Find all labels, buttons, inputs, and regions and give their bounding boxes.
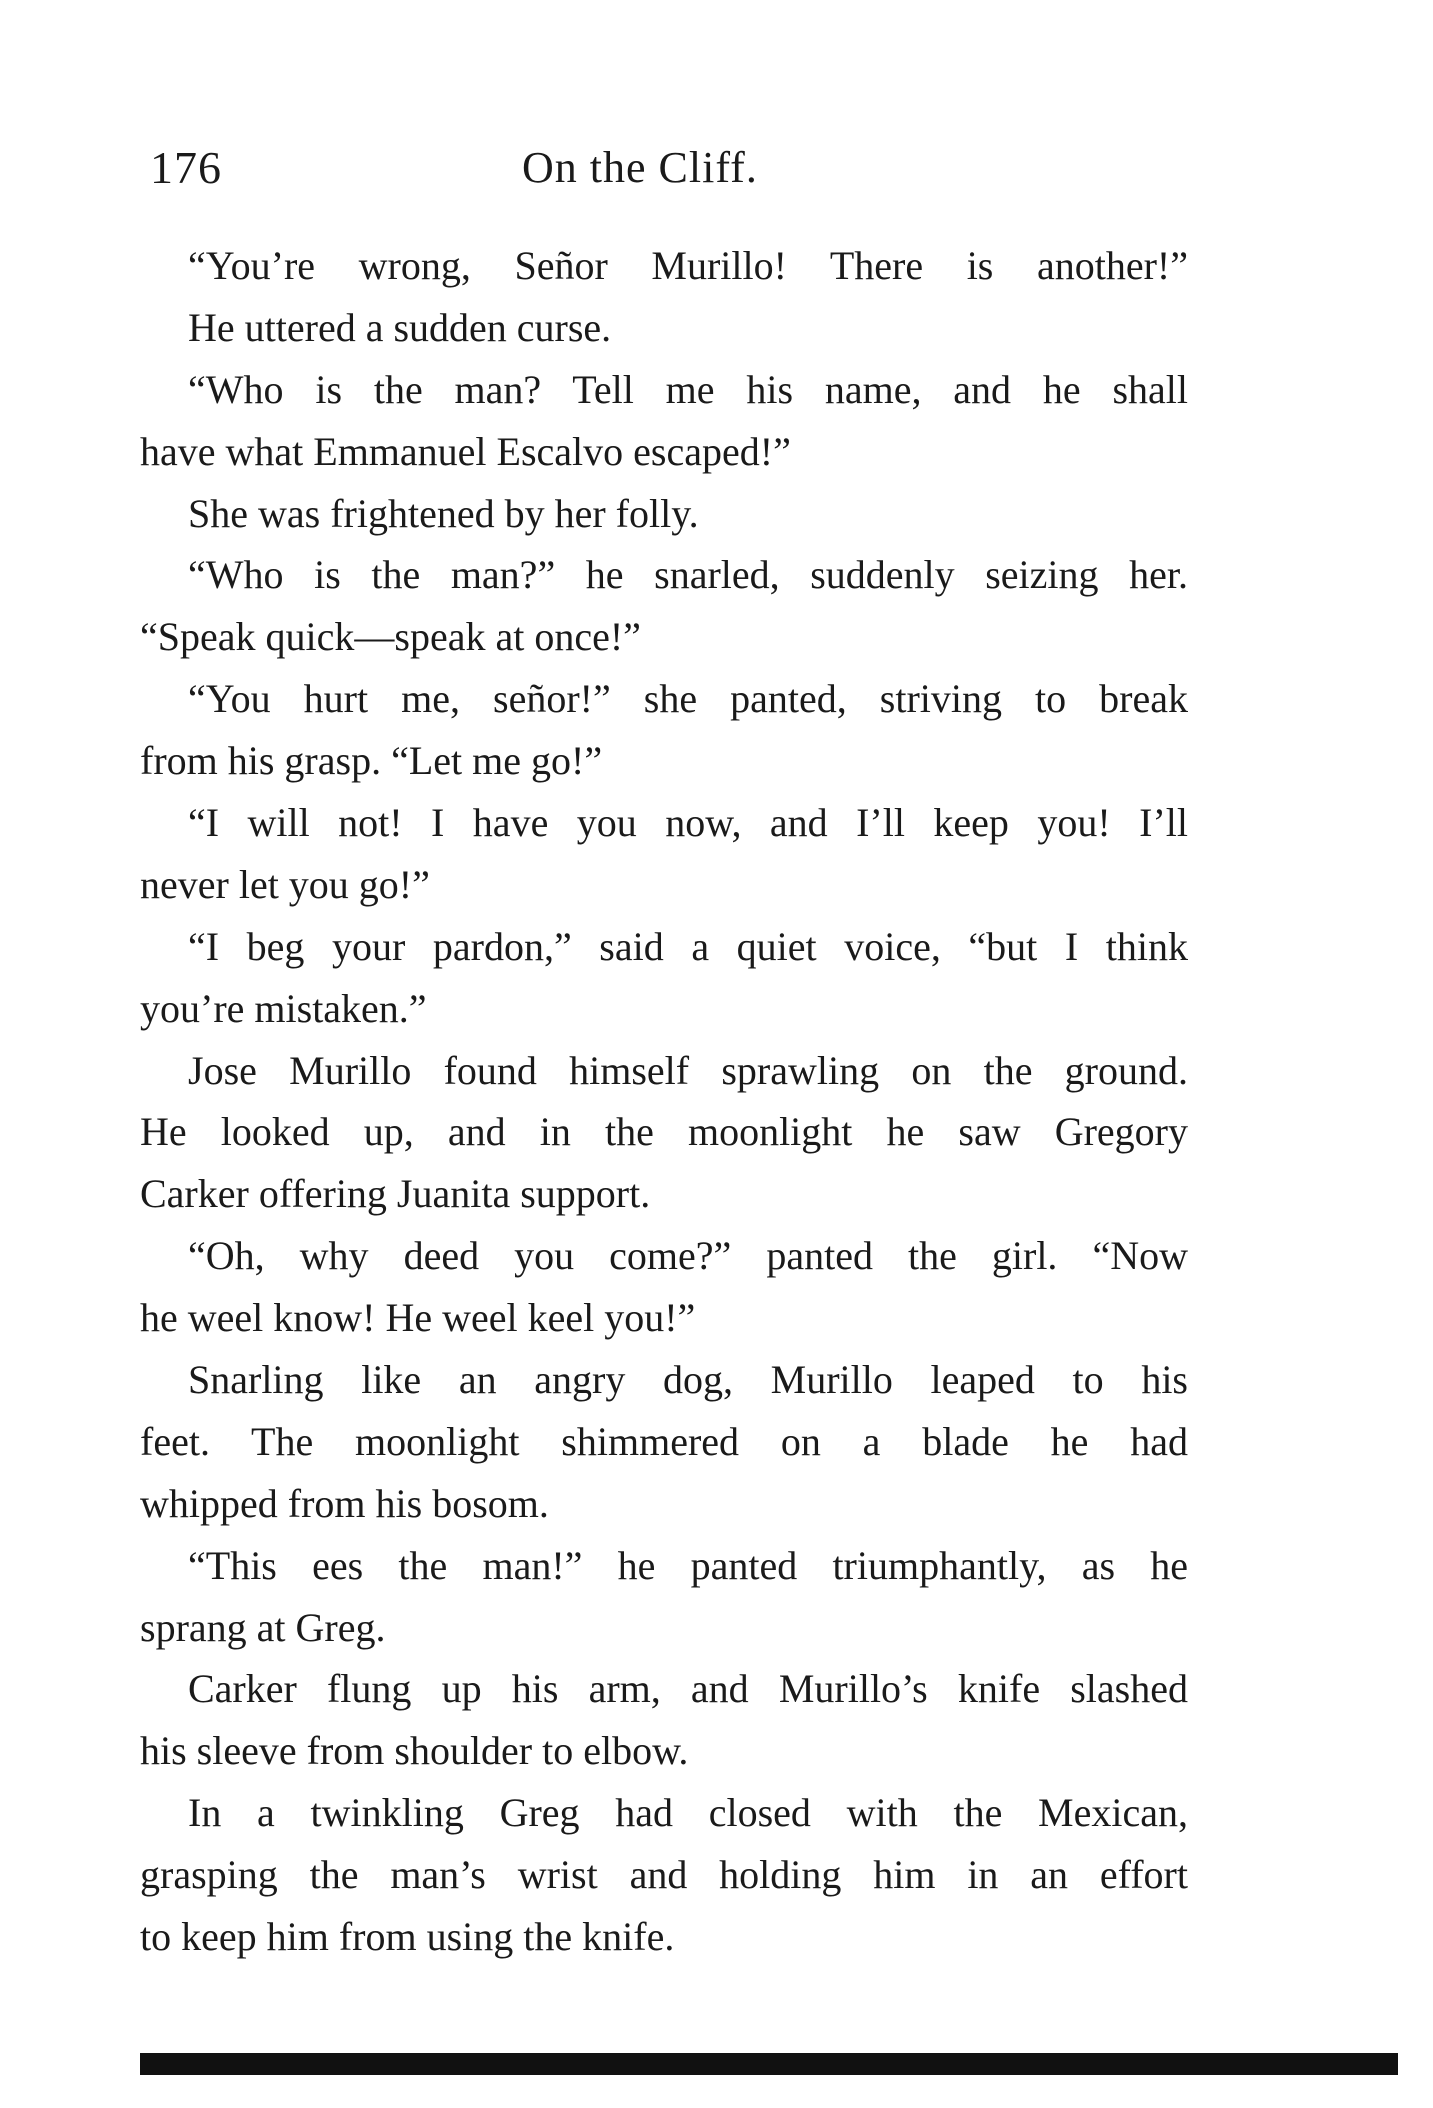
text-line: “Who is the man? Tell me his name, and he shall bbox=[188, 366, 1188, 412]
text-line: “Oh, why deed you come?” panted the girl. “Now bbox=[188, 1233, 1188, 1279]
bottom-rule bbox=[140, 2053, 1398, 2075]
running-title: On the Cliff. bbox=[522, 143, 758, 192]
text-line: his sleeve from shoulder to elbow. bbox=[140, 1728, 689, 1774]
page-number: 176 bbox=[150, 142, 222, 193]
text-line: “You hurt me, señor!” she panted, striving to break bbox=[188, 676, 1188, 722]
body-text bbox=[140, 235, 1188, 1968]
text-line: never let you go!” bbox=[140, 861, 430, 907]
text-line: Carker flung up his arm, and Murillo’s knife slashed bbox=[188, 1666, 1188, 1712]
text-line: sprang at Greg. bbox=[140, 1604, 386, 1650]
text-line: Carker offering Juanita support. bbox=[140, 1171, 651, 1217]
text-line: “I beg your pardon,” said a quiet voice, “but I think bbox=[188, 923, 1188, 969]
text-line: “This ees the man!” he panted triumphantly, as he bbox=[188, 1542, 1188, 1588]
text-line: you’re mistaken.” bbox=[140, 985, 427, 1031]
text-line: He uttered a sudden curse. bbox=[188, 304, 612, 350]
text-line: from his grasp. “Let me go!” bbox=[140, 738, 603, 784]
text-line: “You’re wrong, Señor Murillo! There is another!” bbox=[188, 243, 1188, 288]
text-line: Snarling like an angry dog, Murillo leaped to his bbox=[188, 1357, 1188, 1403]
text-line: feet. The moonlight shimmered on a blade he had bbox=[140, 1418, 1188, 1464]
text-line: He looked up, and in the moonlight he saw Gregory bbox=[140, 1109, 1188, 1155]
text-line: She was frightened by her folly. bbox=[188, 490, 699, 536]
text-line: have what Emmanuel Escalvo escaped!” bbox=[140, 428, 791, 474]
text-line: to keep him from using the knife. bbox=[140, 1914, 675, 1960]
text-line: “Speak quick—speak at once!” bbox=[140, 614, 641, 660]
text-line: grasping the man’s wrist and holding him in an effort bbox=[140, 1852, 1188, 1898]
page-header bbox=[150, 138, 1200, 198]
text-line: “Who is the man?” he snarled, suddenly seizing her. bbox=[188, 552, 1188, 598]
text-line: Jose Murillo found himself sprawling on the ground. bbox=[188, 1047, 1188, 1093]
text-line: whipped from his bosom. bbox=[140, 1480, 549, 1526]
text-line: “I will not! I have you now, and I’ll keep you! I’ll bbox=[188, 800, 1188, 846]
text-line: In a twinkling Greg had closed with the Mexican, bbox=[188, 1790, 1188, 1836]
text-line: he weel know! He weel keel you!” bbox=[140, 1295, 696, 1341]
